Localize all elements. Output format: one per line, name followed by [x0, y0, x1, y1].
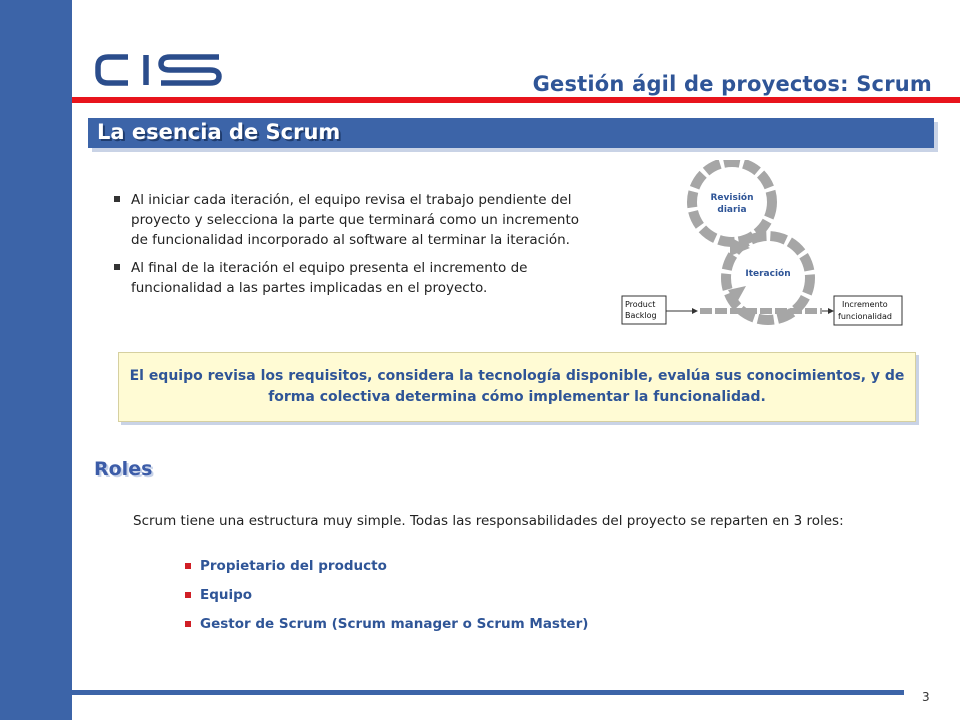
red-square-bullet-icon [185, 621, 191, 627]
product-backlog-label: Product [625, 300, 656, 309]
left-brand-bar [0, 0, 72, 720]
flow-arrow-icon [828, 308, 834, 314]
roles-list [185, 556, 588, 643]
section-title: La esencia de Scrum [97, 120, 341, 144]
role-label: Gestor de Scrum (Scrum manager o Scrum Master) [200, 616, 589, 632]
roles-heading: Roles [94, 458, 153, 480]
role-item [185, 556, 588, 576]
bullet-item [112, 258, 592, 298]
bullet-text: Al iniciar cada iteración, el equipo revisa el trabajo pendiente del proyecto y selecciona la parte que terminará como un incremento de funcionalidad incorporado al software al terminar la iteración. [131, 192, 580, 248]
flow-arrow-icon [692, 308, 698, 314]
role-item [185, 585, 588, 605]
callout-box [118, 352, 916, 422]
cis-logo [94, 52, 226, 88]
increment-label: Incremento [842, 300, 888, 309]
role-label: Equipo [200, 587, 253, 603]
red-square-bullet-icon [185, 563, 191, 569]
role-item [185, 614, 588, 634]
iteration-label: Iteración [745, 269, 791, 279]
presentation-title: Gestión ágil de proyectos: Scrum [532, 72, 932, 96]
essence-bullet-list [112, 190, 592, 306]
daily-review-label: Revisión [710, 193, 754, 203]
increment-label: funcionalidad [838, 312, 892, 321]
role-label: Propietario del producto [200, 558, 387, 574]
footer-divider [72, 690, 904, 695]
page-number: 3 [922, 690, 930, 704]
square-bullet-icon [114, 264, 120, 270]
scrum-cycle-diagram [618, 160, 908, 340]
section-header-bar [88, 118, 934, 148]
roles-intro-text: Scrum tiene una estructura muy simple. Todas las responsabilidades del proyecto se reparten en 3 roles: [133, 513, 844, 529]
bullet-text: Al final de la iteración el equipo presenta el incremento de funcionalidad a las partes implicadas en el proyecto. [131, 260, 528, 296]
daily-review-label: diaria [717, 205, 747, 215]
bullet-item [112, 190, 592, 250]
callout-text: El equipo revisa los requisitos, considera la tecnología disponible, evalúa sus conocimientos, y de forma colectiva determina cómo implementar la funcionalidad. [129, 368, 905, 405]
red-square-bullet-icon [185, 592, 191, 598]
square-bullet-icon [114, 196, 120, 202]
header-divider [72, 97, 960, 103]
product-backlog-label: Backlog [625, 311, 657, 320]
